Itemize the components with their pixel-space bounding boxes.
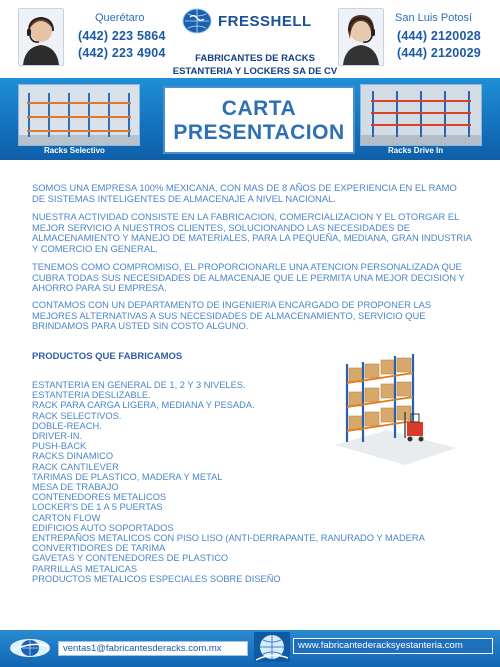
product-item: DOBLE-REACH. — [32, 420, 102, 431]
product-item: PARRILLAS METALICAS — [32, 563, 138, 574]
company-name-line-1: FABRICANTES DE RACKS — [195, 53, 315, 64]
commitment-paragraph: TENEMOS COMO COMPROMISO, EL PROPORCIONARLE UNA ATENCION PERSONALIZADA QUE CUBRA TODAS SUS NECESIDADES DE ALMACENAJE QUE LE PERMITA UNA MEJOR DECISION Y AHORRO PARA SU EMPRESA. — [32, 261, 465, 293]
product-item: PUSH-BACK — [32, 441, 87, 452]
rack-illustration — [335, 350, 457, 468]
product-item: GAVETAS Y CONTENEDORES DE PLASTICO — [32, 553, 229, 564]
email-box[interactable] — [58, 641, 248, 656]
left-phone-2[interactable]: (442) 223 4904 — [78, 46, 166, 60]
footer-globe — [254, 632, 290, 662]
brand-name: FRESSHELL — [218, 13, 312, 30]
racks-selectivo-caption: Racks Selectivo — [44, 146, 105, 155]
globe-logo-icon — [8, 637, 52, 659]
footer-logo — [8, 637, 52, 659]
intro-paragraph: SOMOS UNA EMPRESA 100% MEXICANA, CON MAS DE 8 AÑOS DE EXPERIENCIA EN EL RAMO DE SISTEMAS INTELIGENTES DE ALMACENAJE A NIVEL NACIONAL. — [32, 182, 457, 204]
warehouse-racks-image — [361, 85, 481, 145]
racks-drive-in-photo — [360, 84, 482, 146]
title-line-1: CARTA — [221, 97, 297, 120]
activity-paragraph: NUESTRA ACTIVIDAD CONSISTE EN LA FABRICACION, COMERCIALIZACION Y EL OTORGAR EL MEJOR SERVICIO A NUESTROS CLIENTES, SOLUCIONANDO LAS NECESIDADES DE ALMACENAMIENTO Y MANEJO DE MATERIALES, PARA LA PEQUEÑA, MEDIANA, GRAN INDUSTRIA Y COMERCIO EN GENERAL. — [32, 211, 472, 254]
product-item: RACK SELECTIVOS. — [32, 410, 122, 421]
product-item: RACK CANTILEVER — [32, 461, 119, 472]
product-item: RACK PARA CARGA LIGERA, MEDIANA Y PESADA. — [32, 400, 255, 411]
left-city: Querétaro — [95, 12, 145, 24]
right-phone-2[interactable]: (444) 2120029 — [397, 46, 481, 60]
brand-logo — [182, 8, 322, 34]
product-item: MESA DE TRABAJO — [32, 482, 119, 493]
title-box — [163, 86, 355, 154]
title-line-2: PRESENTACION — [173, 121, 345, 144]
product-item: DRIVER-IN. — [32, 431, 83, 442]
headset-person-icon — [339, 9, 383, 65]
right-phone-1[interactable]: (444) 2120028 — [397, 29, 481, 43]
website-box[interactable] — [293, 638, 493, 654]
product-item: PRODUCTOS METALICOS ESPECIALES SOBRE DISEÑO — [32, 573, 281, 584]
warehouse-racks-image — [19, 85, 139, 145]
racks-drive-in-caption: Racks Drive In — [388, 146, 444, 155]
product-item: RACKS DINAMICO — [32, 451, 114, 462]
email-link[interactable]: ventas1@fabricantesderacks.com.mx — [63, 643, 222, 654]
pallet-rack-forklift-image — [335, 350, 457, 468]
right-city: San Luis Potosí — [395, 12, 473, 24]
product-item: LOCKER'S DE 1 A 5 PUERTAS — [32, 502, 163, 513]
product-item: ESTANTERIA EN GENERAL DE 1, 2 Y 3 NIVELES. — [32, 380, 246, 390]
world-globe-icon — [254, 632, 290, 662]
headset-person-icon — [19, 9, 63, 65]
right-contact-avatar — [338, 8, 384, 66]
website-link[interactable]: www.fabricantederacksyestanteria.com — [298, 640, 463, 651]
left-phone-1[interactable]: (442) 223 5864 — [78, 29, 166, 43]
company-name-line-2: ESTANTERIA Y LOCKERS SA DE CV — [172, 66, 338, 77]
racks-selectivo-photo — [18, 84, 140, 146]
product-item: CONTENEDORES METALICOS — [32, 492, 167, 503]
engineering-paragraph: CONTAMOS CON UN DEPARTAMENTO DE INGENIERIA ENCARGADO DE PROPONER LAS MEJORES ALTERNATIVAS A SUS NECESIDADES DE ALMACENAMIENTO, SERVICIO QUE BRINDAMOS PARA USTED SIN COSTO ALGUNO. — [32, 299, 432, 331]
product-item: ENTREPAÑOS METALICOS CON PISO LISO (ANTI-DERRAPANTE, RANURADO Y MADERA — [32, 533, 425, 544]
product-item: CARTON FLOW — [32, 512, 101, 523]
product-item: EDIFICIOS AUTO SOPORTADOS — [32, 522, 174, 533]
left-contact-avatar — [18, 8, 64, 66]
product-item: TARIMAS DE PLASTICO, MADERA Y METAL — [32, 471, 223, 482]
product-item: ESTANTERIA DESLIZABLE. — [32, 390, 151, 401]
globe-logo-icon — [182, 8, 212, 34]
product-item: CONVERTIDORES DE TARIMA — [32, 543, 166, 554]
products-section-title: PRODUCTOS QUE FABRICAMOS — [32, 351, 183, 362]
